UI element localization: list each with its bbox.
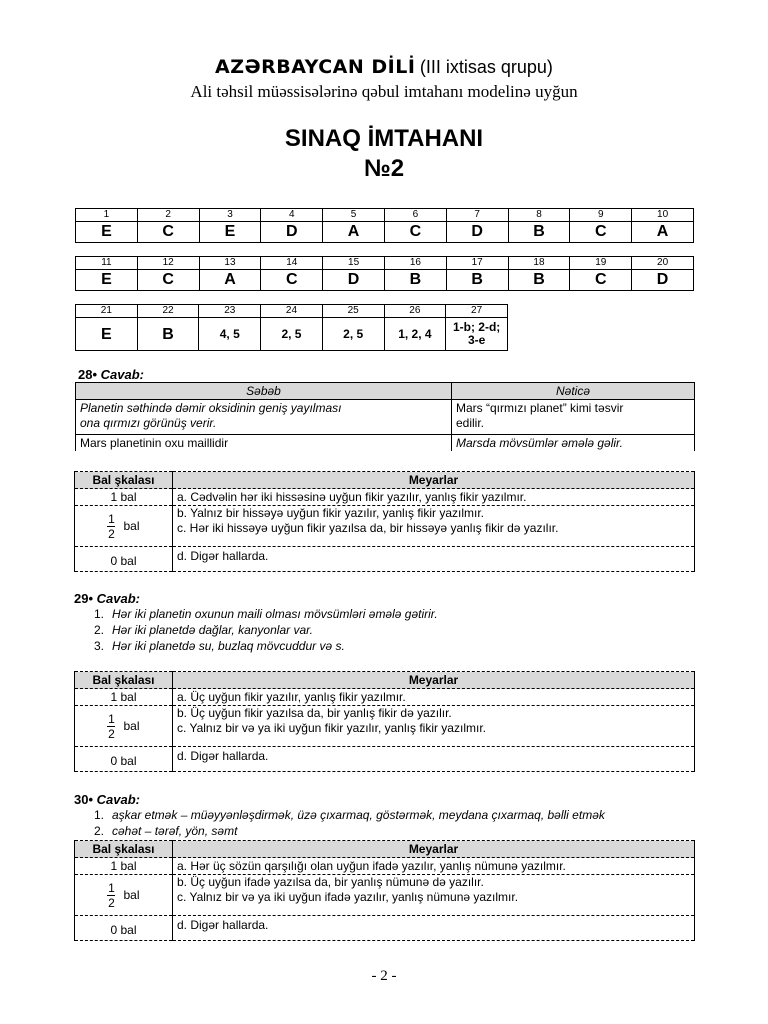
key-answer: C [570,222,632,243]
criterion-c: c. Yalnız bir və ya iki uyğun fikir yazılır, yanlış fikir yazılmır. [177,721,486,735]
score-header: Bal şkalası [75,472,173,489]
effect-header: Nəticə [452,383,695,400]
key-answer: D [632,270,694,291]
cause-effect-table [75,382,695,451]
key-answer: 2, 5 [322,318,384,351]
key-answer: C [137,270,199,291]
score-full: 1 bal [75,489,173,506]
cause-text: ona qırmızı görünüş verir. [80,416,217,430]
key-answer: 4, 5 [199,318,261,351]
cause-cell: Mars planetinin oxu maillidir [76,435,452,452]
fraction-numerator: 1 [108,512,115,526]
key-answer: B [137,318,199,351]
key-number: 3 [199,209,261,222]
key-number: 27 [446,305,508,318]
key-number: 12 [137,257,199,270]
key-answer: D [323,270,385,291]
question-29-label: 29• Cavab: [74,591,140,606]
score-half [75,506,173,547]
criterion-c: c. Yalnız bir və ya iki uyğun ifadə yazılır, yanlış nümunə yazılmır. [177,890,519,904]
page-number: - 2 - [371,968,397,984]
key-answer: 2, 5 [261,318,323,351]
list-item [94,807,605,823]
key-number: 17 [446,257,508,270]
key-answer: C [261,270,323,291]
key-number: 5 [323,209,385,222]
fraction-denominator: 2 [108,527,115,541]
criteria-bc [173,506,695,547]
effect-cell: Marsda mövsümlər əmələ gəlir. [452,435,695,452]
key-answer: D [446,222,508,243]
question-30-label: 30• Cavab: [74,792,140,807]
subject-title: AZƏRBAYCAN DİLİ [215,56,416,78]
fraction-denominator: 2 [108,896,115,910]
key-number: 23 [199,305,261,318]
criterion-b: b. Yalnız bir hissəyə uyğun fikir yazılır, yanlış fikir yazılmır. [177,506,484,520]
exam-title-text: SINAQ İMTAHANI [284,125,484,152]
cause-header: Səbəb [76,383,452,400]
q30-criteria-table [74,840,695,941]
answer-label: Cavab: [96,792,140,807]
key-answer: B [384,270,446,291]
key-answer: B [508,222,570,243]
key-answer: 1, 2, 4 [384,318,446,351]
key-number: 8 [508,209,570,222]
exam-number: №2 [363,155,405,182]
key-answer: E [76,222,138,243]
score-zero: 0 bal [75,747,173,772]
criteria-header: Meyarlar [173,841,695,858]
key-number: 7 [446,209,508,222]
question-number: 29 [74,591,89,606]
question-28-label: 28• Cavab: [78,367,144,382]
criteria-bc [173,875,695,916]
list-item [94,638,438,654]
key-number: 26 [384,305,446,318]
score-full: 1 bal [75,858,173,875]
list-item [94,622,438,638]
score-header: Bal şkalası [75,841,173,858]
answer-key-table-2 [75,256,694,291]
score-zero: 0 bal [75,547,173,572]
key-answer: E [76,318,138,351]
key-number: 16 [384,257,446,270]
subject-group: (III ixtisas qrupu) [419,57,553,77]
effect-cell [452,400,695,435]
criteria-header: Meyarlar [173,472,695,489]
key-number: 14 [261,257,323,270]
key-answer: B [446,270,508,291]
item-text: Hər iki planetdə su, buzlaq mövcuddur və s. [112,639,345,653]
score-half [75,706,173,747]
criterion-c: c. Hər iki hissəyə uyğun fikir yazılsa da, bir hissəyə yanlış fikir də yazılır. [177,521,559,535]
criterion-a: a. Üç uyğun fikir yazılır, yanlış fikir yazılmır. [173,689,695,706]
score-half [75,875,173,916]
key-answer: A [632,222,694,243]
criteria-bc [173,706,695,747]
key-answer-line: 3-e [467,333,486,347]
key-answer: D [261,222,323,243]
item-number: 2. [94,623,105,637]
item-text: aşkar etmək – müəyyənləşdirmək, üzə çıxarmaq, göstərmək, meydana çıxarmaq, bəlli etmək [112,808,605,822]
q29-answer-list [94,606,438,654]
score-unit: bal [123,519,140,533]
cause-text: Planetin səthində dəmir oksidinin geniş yayılması [80,401,342,415]
key-answer: A [199,270,261,291]
item-number: 1. [94,607,105,621]
key-number: 21 [76,305,138,318]
criterion-a: a. Cədvəlin hər iki hissəsinə uyğun fikir yazılır, yanlış fikir yazılmır. [173,489,695,506]
question-number: 30 [74,792,89,807]
effect-text: Mars “qırmızı planet” kimi təsvir [456,401,624,415]
item-number: 3. [94,639,105,653]
answer-label: Cavab: [96,591,140,606]
score-unit: bal [123,719,140,733]
criteria-header: Meyarlar [173,672,695,689]
item-text: cəhət – tərəf, yön, səmt [112,824,238,838]
score-header: Bal şkalası [75,672,173,689]
key-number: 9 [570,209,632,222]
document-subtitle: Ali təhsil müəssisələrinə qəbul imtahanı modelinə uyğun [190,82,578,101]
criterion-d: d. Digər hallarda. [173,916,695,941]
effect-text: edilir. [456,416,485,430]
key-number: 22 [137,305,199,318]
key-answer: A [323,222,385,243]
key-number: 24 [261,305,323,318]
key-answer-line: 1-b; 2-d; [452,320,501,334]
key-number: 19 [570,257,632,270]
key-answer: C [384,222,446,243]
fraction-numerator: 1 [108,881,115,895]
key-number: 15 [323,257,385,270]
key-number: 2 [137,209,199,222]
score-zero: 0 bal [75,916,173,941]
criterion-d: d. Digər hallarda. [173,547,695,572]
item-number: 2. [94,824,105,838]
key-answer: C [137,222,199,243]
document-header [0,56,768,78]
key-answer [446,318,508,351]
criterion-b: b. Üç uyğun fikir yazılsa da, bir yanlış fikir də yazılır. [177,706,452,720]
key-answer: C [570,270,632,291]
key-number: 6 [384,209,446,222]
exam-title [0,124,768,184]
score-full: 1 bal [75,689,173,706]
key-answer: B [508,270,570,291]
q29-criteria-table [74,671,695,772]
fraction-numerator: 1 [108,712,115,726]
key-number: 20 [632,257,694,270]
criterion-b: b. Üç uyğun ifadə yazılsa da, bir yanlış nümunə də yazılır. [177,875,484,889]
q28-criteria-table [74,471,695,572]
item-text: Hər iki planetin oxunun maili olması mövsümləri əmələ gətirir. [112,607,438,621]
question-number: 28 [78,367,93,382]
list-item [94,606,438,622]
q30-answer-list [94,807,605,839]
key-number: 13 [199,257,261,270]
key-answer: E [199,222,261,243]
answer-key-table-3 [75,304,508,351]
item-text: Hər iki planetdə dağlar, kanyonlar var. [112,623,313,637]
item-number: 1. [94,808,105,822]
list-item [94,823,605,839]
answer-label: Cavab: [100,367,144,382]
fraction-denominator: 2 [108,727,115,741]
criterion-a: a. Hər üç sözün qarşılığı olan uyğun ifadə yazılır, yanlış nümunə yazılmır. [173,858,695,875]
criterion-d: d. Digər hallarda. [173,747,695,772]
key-number: 1 [76,209,138,222]
key-number: 18 [508,257,570,270]
score-unit: bal [123,888,140,902]
key-answer: E [76,270,138,291]
key-number: 11 [76,257,138,270]
answer-key-table-1 [75,208,694,243]
key-number: 4 [261,209,323,222]
key-number: 10 [632,209,694,222]
key-number: 25 [322,305,384,318]
cause-cell [76,400,452,435]
